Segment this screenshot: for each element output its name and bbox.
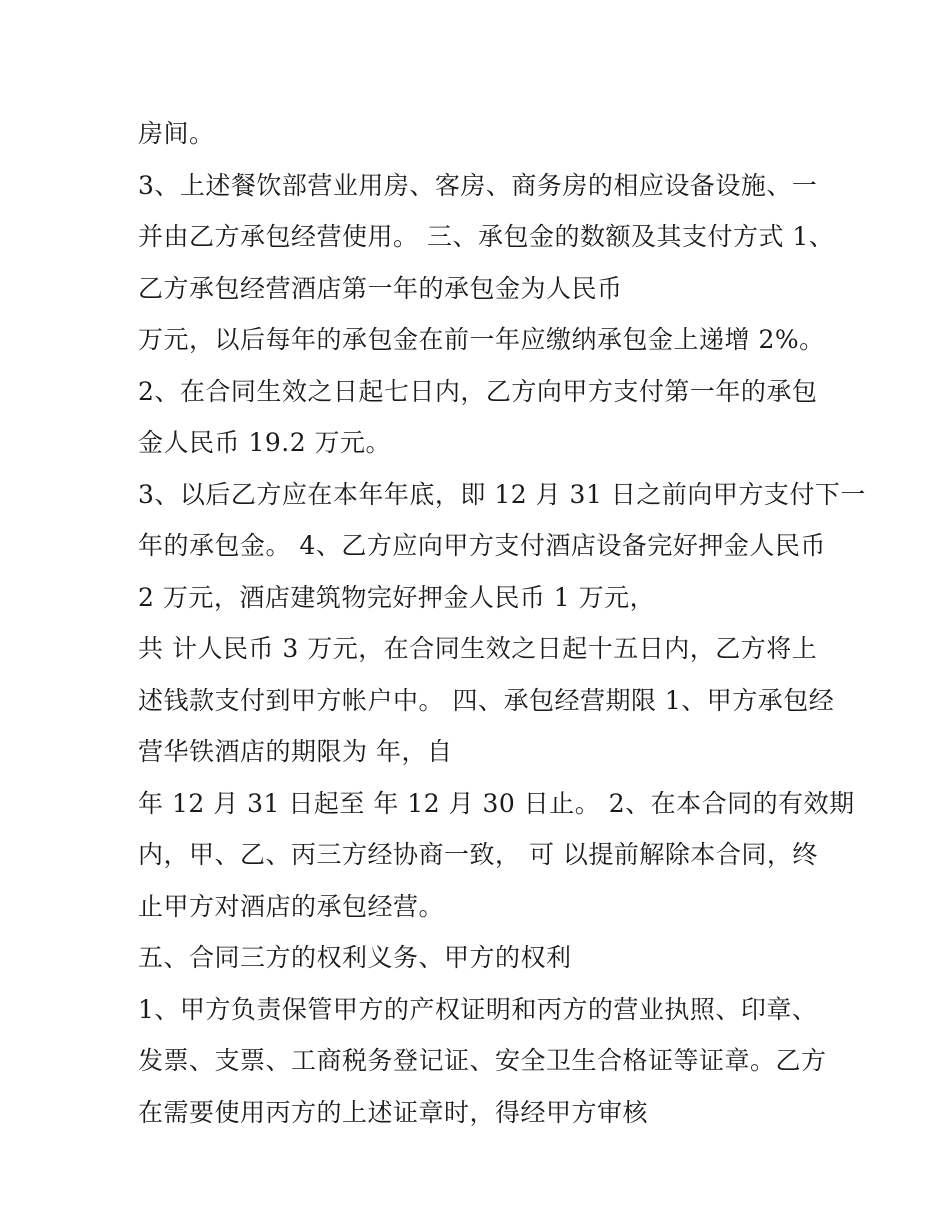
- text-line: 共 计人民币 3 万元，在合同生效之日起十五日内，乙方将上: [138, 634, 818, 663]
- text-line: 并由乙方承包经营使用。 三、承包金的数额及其支付方式 1、: [138, 222, 835, 251]
- text-line: 营华铁酒店的期限为 年，自: [138, 737, 453, 766]
- text-line: 年的承包金。 4、乙方应向甲方支付酒店设备完好押金人民币: [138, 531, 826, 560]
- text-line: 年 12 月 31 日起至 年 12 月 30 日止。 2、在本合同的有效期: [138, 788, 855, 818]
- text-line: 2、在合同生效之日起七日内，乙方向甲方支付第一年的承包: [138, 376, 818, 406]
- text-line: 发票、支票、工商税务登记证、安全卫生合格证等证章。乙方: [138, 1046, 827, 1075]
- text-line: 止甲方对酒店的承包经营。: [138, 891, 445, 921]
- text-line: 乙方承包经营酒店第一年的承包金为人民币: [138, 273, 623, 303]
- contract-text-body: [138, 108, 866, 1138]
- text-line: 内，甲、乙、丙三方经协商一致， 可 以提前解除本合同，终: [138, 840, 818, 869]
- text-line: 房间。: [138, 119, 215, 148]
- text-line: 万元，以后每年的承包金在前一年应缴纳承包金上递增 2%。: [138, 325, 825, 354]
- text-line: 3、上述餐饮部营业用房、客房、商务房的相应设备设施、一: [138, 170, 818, 200]
- text-line: 3、以后乙方应在本年年底，即 12 月 31 日之前向甲方支付下一: [138, 479, 866, 509]
- text-line: 在需要使用丙方的上述证章时，得经甲方审核: [138, 1097, 649, 1127]
- section-heading: 五、合同三方的权利义务、甲方的权利: [138, 943, 572, 972]
- text-line: 金人民币 19.2 万元。: [138, 428, 392, 457]
- text-line: 1、甲方负责保管甲方的产权证明和丙方的营业执照、印章、: [138, 994, 818, 1024]
- text-line: 述钱款支付到甲方帐户中。 四、承包经营期限 1、甲方承包经: [138, 685, 835, 715]
- text-line: 2 万元，酒店建筑物完好押金人民币 1 万元，: [138, 582, 656, 612]
